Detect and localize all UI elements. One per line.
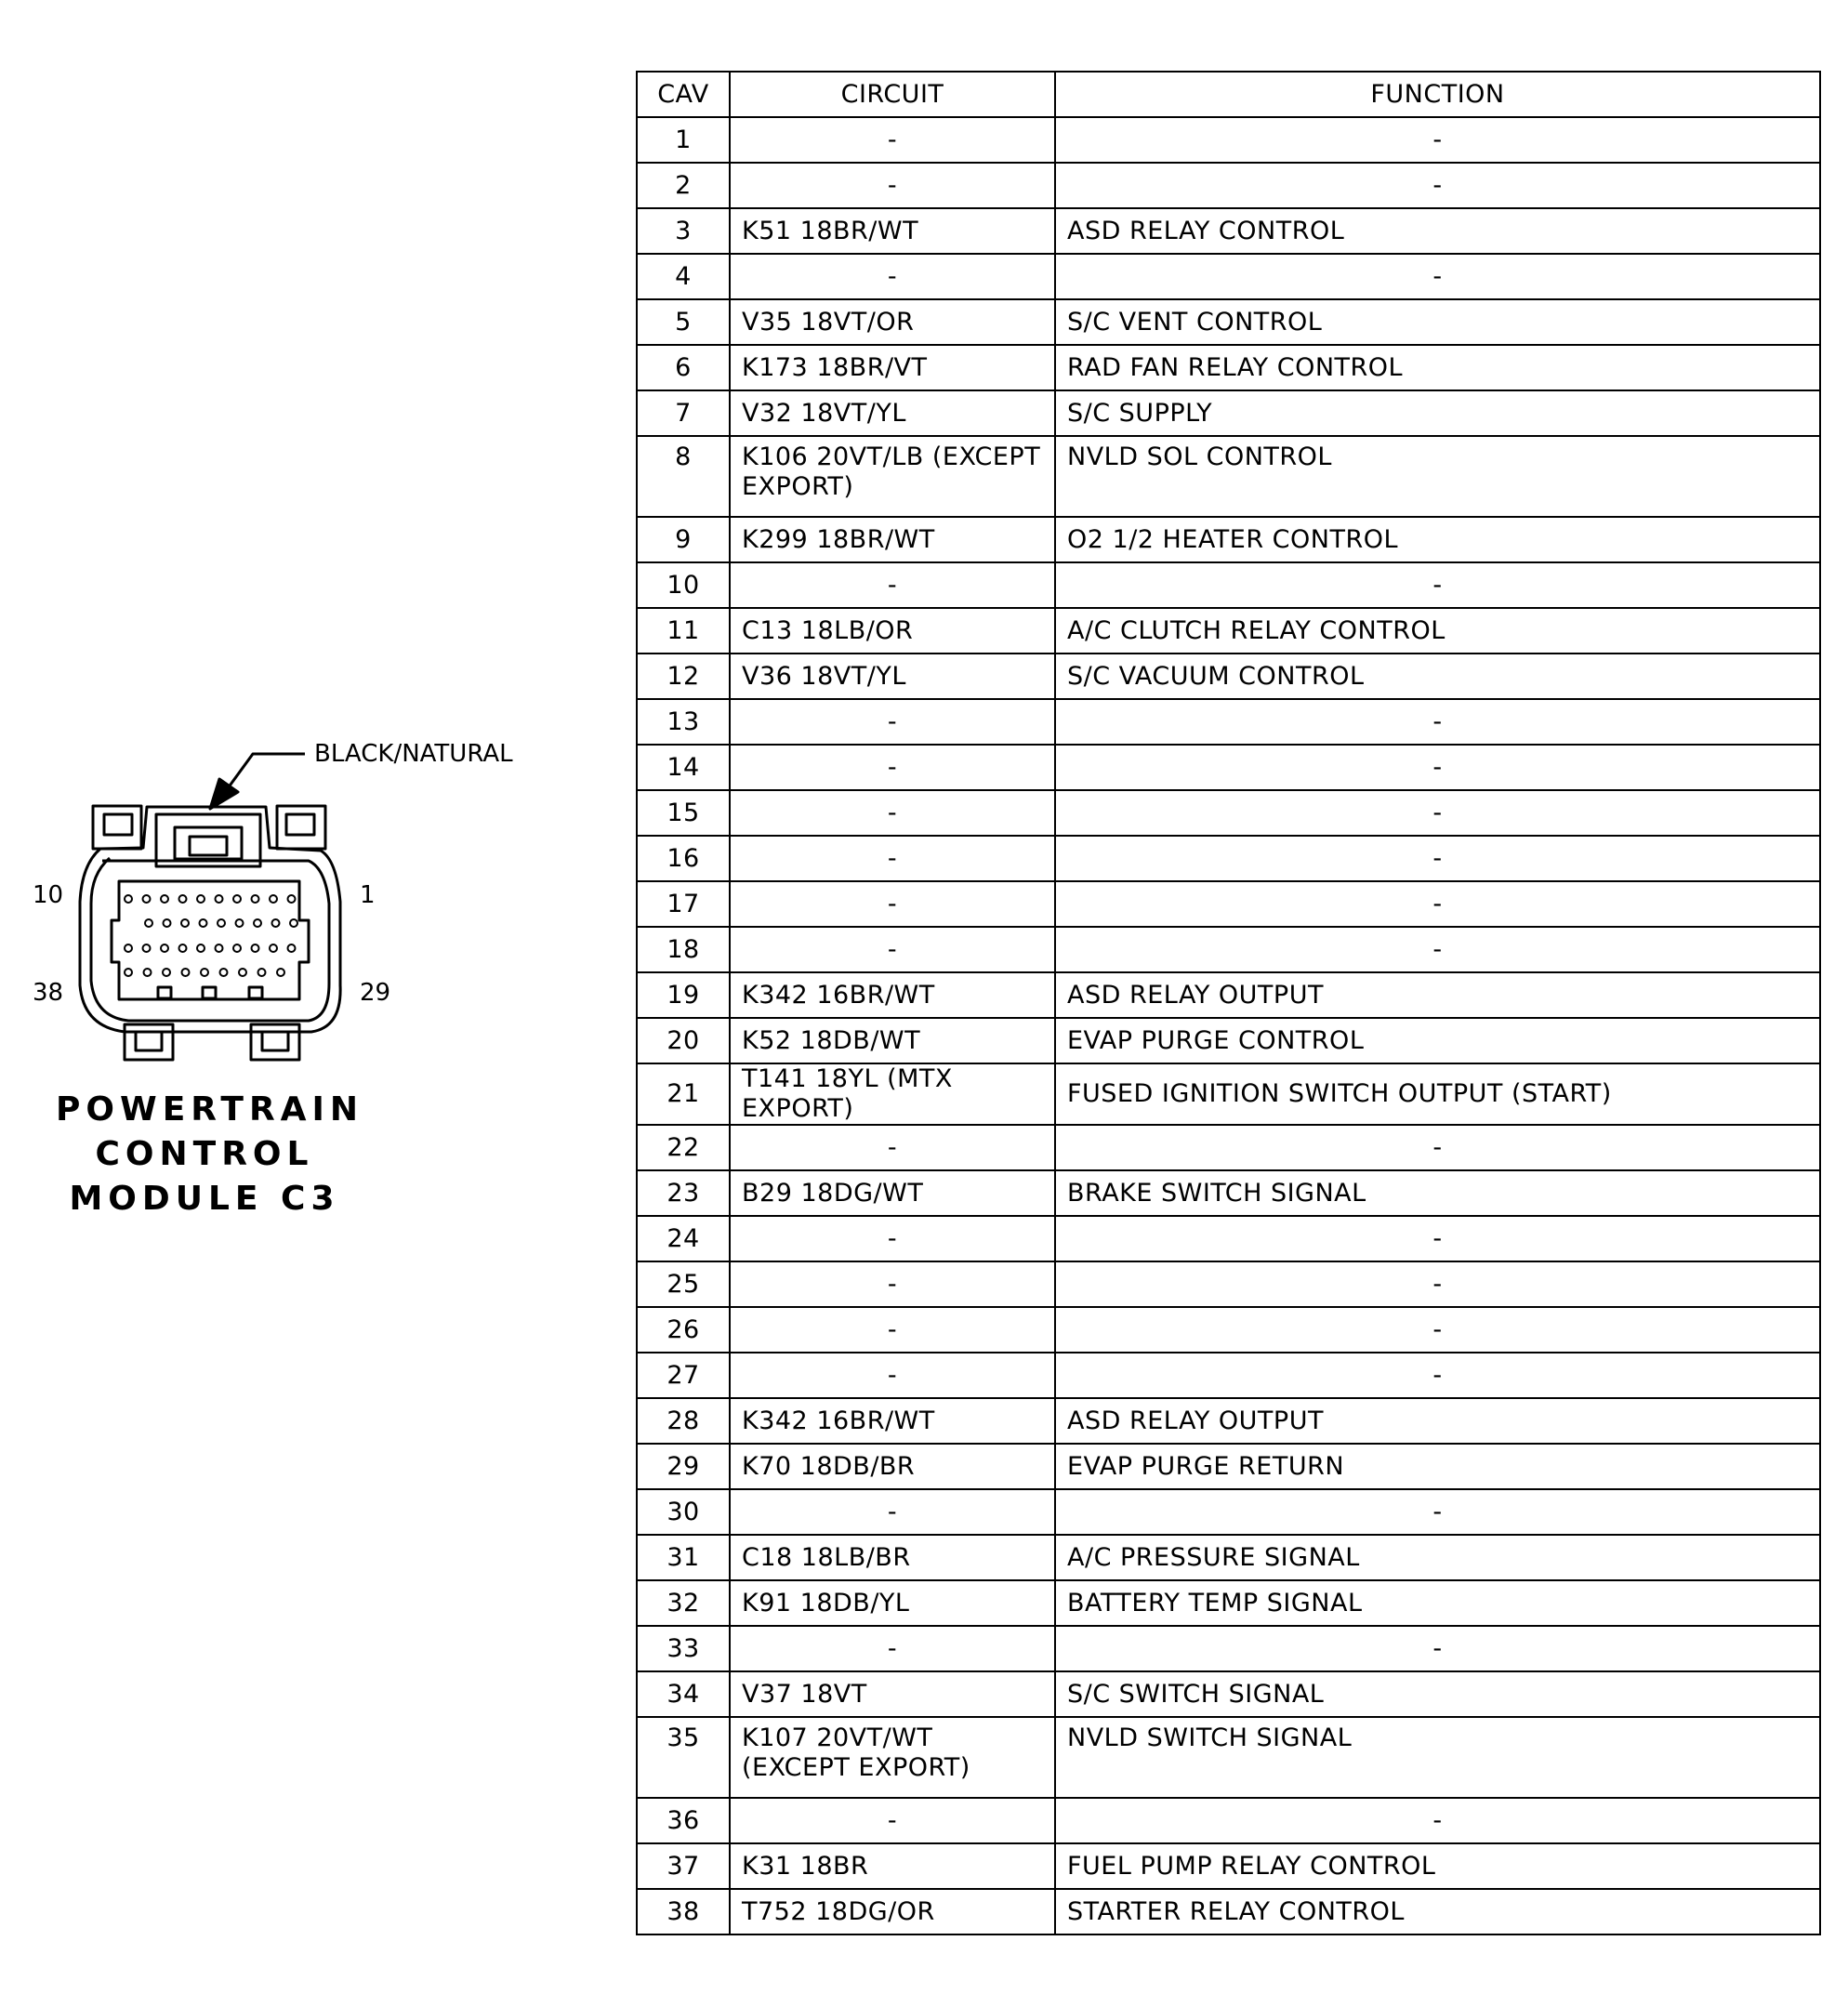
pin-cavities xyxy=(125,895,297,976)
cell-cav: 23 xyxy=(637,1170,730,1216)
cell-circuit: K107 20VT/WT (EXCEPT EXPORT) xyxy=(730,1717,1055,1798)
cell-cav: 29 xyxy=(637,1444,730,1489)
cell-cav: 4 xyxy=(637,254,730,299)
cell-cav: 28 xyxy=(637,1398,730,1444)
cell-function: - xyxy=(1055,699,1820,745)
table-row xyxy=(637,1717,1820,1798)
cell-circuit: - xyxy=(730,927,1055,972)
cell-function: - xyxy=(1055,562,1820,608)
cell-circuit: K173 18BR/VT xyxy=(730,345,1055,390)
bottom-left-foot-inner xyxy=(136,1032,162,1050)
cell-circuit: V32 18VT/YL xyxy=(730,390,1055,436)
pin-cavity xyxy=(239,969,246,976)
pin-cavity xyxy=(216,944,223,952)
cell-cav: 14 xyxy=(637,745,730,790)
cell-function: A/C PRESSURE SIGNAL xyxy=(1055,1535,1820,1580)
module-title-line-2: CONTROL xyxy=(95,1135,314,1173)
cell-cav: 35 xyxy=(637,1717,730,1798)
table-row xyxy=(637,1170,1820,1216)
table-row xyxy=(637,1580,1820,1626)
header-function: FUNCTION xyxy=(1055,72,1820,117)
cell-cav: 7 xyxy=(637,390,730,436)
pin-cavity xyxy=(179,895,187,903)
top-left-tab-inner xyxy=(104,814,132,835)
cell-function: - xyxy=(1055,836,1820,881)
pin-cavity xyxy=(197,944,205,952)
table-row xyxy=(637,208,1820,254)
cell-cav: 16 xyxy=(637,836,730,881)
cell-circuit: K342 16BR/WT xyxy=(730,1398,1055,1444)
cell-circuit: K51 18BR/WT xyxy=(730,208,1055,254)
cell-function: - xyxy=(1055,117,1820,163)
cell-function: ASD RELAY OUTPUT xyxy=(1055,1398,1820,1444)
table-row xyxy=(637,117,1820,163)
pin-label-top-left: 10 xyxy=(33,881,64,909)
key-bump-1 xyxy=(158,987,171,998)
cell-cav: 30 xyxy=(637,1489,730,1535)
pin-cavity xyxy=(233,944,241,952)
top-right-tab xyxy=(277,806,325,849)
pin-cavity xyxy=(125,969,132,976)
cell-function: NVLD SOL CONTROL xyxy=(1055,436,1820,517)
cell-circuit: K31 18BR xyxy=(730,1843,1055,1889)
cell-circuit: C13 18LB/OR xyxy=(730,608,1055,654)
pin-field-outline xyxy=(112,881,309,999)
pin-cavity xyxy=(216,895,223,903)
pin-cavity xyxy=(125,895,132,903)
table-row xyxy=(637,790,1820,836)
cell-cav: 38 xyxy=(637,1889,730,1934)
cell-cav: 11 xyxy=(637,608,730,654)
table-row xyxy=(637,1261,1820,1307)
table-row xyxy=(637,345,1820,390)
cell-circuit: B29 18DG/WT xyxy=(730,1170,1055,1216)
table-row xyxy=(637,390,1820,436)
cell-function: - xyxy=(1055,790,1820,836)
leader-arrow xyxy=(210,779,238,809)
pin-cavity xyxy=(288,895,296,903)
pin-cavity xyxy=(200,919,207,927)
cell-cav: 8 xyxy=(637,436,730,517)
table-row xyxy=(637,517,1820,562)
cell-cav: 17 xyxy=(637,881,730,927)
pin-cavity xyxy=(163,969,170,976)
cell-circuit: K70 18DB/BR xyxy=(730,1444,1055,1489)
cell-function: FUEL PUMP RELAY CONTROL xyxy=(1055,1843,1820,1889)
cell-function: - xyxy=(1055,254,1820,299)
cell-function: - xyxy=(1055,1353,1820,1398)
cell-circuit: - xyxy=(730,1125,1055,1170)
table-row xyxy=(637,1444,1820,1489)
table-row xyxy=(637,1307,1820,1353)
cell-circuit: - xyxy=(730,1261,1055,1307)
module-title-line-3: MODULE C3 xyxy=(69,1180,340,1218)
pin-cavity xyxy=(258,969,266,976)
cell-function: ASD RELAY OUTPUT xyxy=(1055,972,1820,1018)
cell-cav: 2 xyxy=(637,163,730,208)
cell-circuit: T141 18YL (MTX EXPORT) xyxy=(730,1063,1055,1125)
table-row xyxy=(637,836,1820,881)
pin-cavity xyxy=(218,919,225,927)
table-row xyxy=(637,1626,1820,1671)
table-row xyxy=(637,562,1820,608)
cell-circuit: V37 18VT xyxy=(730,1671,1055,1717)
cell-function: S/C VENT CONTROL xyxy=(1055,299,1820,345)
cell-cav: 36 xyxy=(637,1798,730,1843)
cell-circuit: V36 18VT/YL xyxy=(730,654,1055,699)
pin-cavity xyxy=(161,944,168,952)
cell-function: RAD FAN RELAY CONTROL xyxy=(1055,345,1820,390)
table-row xyxy=(637,745,1820,790)
cell-cav: 34 xyxy=(637,1671,730,1717)
cell-function: - xyxy=(1055,881,1820,927)
pin-cavity xyxy=(270,944,277,952)
cell-function: - xyxy=(1055,1489,1820,1535)
cell-cav: 26 xyxy=(637,1307,730,1353)
table-row xyxy=(637,163,1820,208)
cell-cav: 27 xyxy=(637,1353,730,1398)
pin-label-bottom-right: 29 xyxy=(360,979,391,1007)
table-row xyxy=(637,654,1820,699)
table-row xyxy=(637,1798,1820,1843)
cell-function: NVLD SWITCH SIGNAL xyxy=(1055,1717,1820,1798)
cell-circuit: - xyxy=(730,562,1055,608)
cell-cav: 3 xyxy=(637,208,730,254)
cell-function: A/C CLUTCH RELAY CONTROL xyxy=(1055,608,1820,654)
table-row xyxy=(637,436,1820,517)
module-title-line-1: POWERTRAIN xyxy=(56,1090,364,1129)
pin-cavity xyxy=(181,919,189,927)
pin-cavity xyxy=(179,944,187,952)
pin-cavity xyxy=(233,895,241,903)
cell-function: EVAP PURGE CONTROL xyxy=(1055,1018,1820,1063)
cell-circuit: - xyxy=(730,836,1055,881)
module-title xyxy=(56,1088,364,1221)
pin-cavity xyxy=(182,969,190,976)
table-row xyxy=(637,1125,1820,1170)
cell-circuit: K299 18BR/WT xyxy=(730,517,1055,562)
cell-circuit: - xyxy=(730,1798,1055,1843)
table-row xyxy=(637,1353,1820,1398)
cell-circuit: C18 18LB/BR xyxy=(730,1535,1055,1580)
cell-function: BATTERY TEMP SIGNAL xyxy=(1055,1580,1820,1626)
cell-circuit: K342 16BR/WT xyxy=(730,972,1055,1018)
cell-circuit: - xyxy=(730,881,1055,927)
cell-circuit: - xyxy=(730,1307,1055,1353)
table-row xyxy=(637,699,1820,745)
pin-cavity xyxy=(254,919,261,927)
cell-cav: 19 xyxy=(637,972,730,1018)
pin-cavity xyxy=(252,895,259,903)
cell-circuit: - xyxy=(730,117,1055,163)
pin-cavity xyxy=(272,919,280,927)
header-circuit: CIRCUIT xyxy=(730,72,1055,117)
cell-circuit: K91 18DB/YL xyxy=(730,1580,1055,1626)
table-row xyxy=(637,972,1820,1018)
table-row xyxy=(637,299,1820,345)
top-left-tab xyxy=(93,806,141,849)
cell-cav: 15 xyxy=(637,790,730,836)
pinout-table xyxy=(636,71,1821,1935)
cell-function: - xyxy=(1055,1307,1820,1353)
cell-circuit: K52 18DB/WT xyxy=(730,1018,1055,1063)
cell-function: FUSED IGNITION SWITCH OUTPUT (START) xyxy=(1055,1063,1820,1125)
table-row xyxy=(637,1889,1820,1934)
bottom-right-foot-inner xyxy=(262,1032,288,1050)
cell-function: - xyxy=(1055,927,1820,972)
cell-function: O2 1/2 HEATER CONTROL xyxy=(1055,517,1820,562)
cell-circuit: - xyxy=(730,163,1055,208)
bottom-right-foot xyxy=(251,1024,299,1060)
pin-cavity xyxy=(143,944,151,952)
cell-cav: 32 xyxy=(637,1580,730,1626)
cell-circuit: - xyxy=(730,1626,1055,1671)
table-row xyxy=(637,608,1820,654)
cell-cav: 37 xyxy=(637,1843,730,1889)
table-row xyxy=(637,1671,1820,1717)
table-row xyxy=(637,881,1820,927)
key-bump-3 xyxy=(249,987,262,998)
table-row xyxy=(637,254,1820,299)
table-row xyxy=(637,1398,1820,1444)
table-row xyxy=(637,1018,1820,1063)
cell-circuit: - xyxy=(730,1489,1055,1535)
table-row xyxy=(637,1843,1820,1889)
cell-circuit: - xyxy=(730,1353,1055,1398)
cell-cav: 9 xyxy=(637,517,730,562)
pin-cavity xyxy=(145,919,152,927)
header-cav: CAV xyxy=(637,72,730,117)
cell-cav: 1 xyxy=(637,117,730,163)
pinout-table-body xyxy=(637,117,1820,1934)
cell-function: - xyxy=(1055,745,1820,790)
pin-cavity xyxy=(161,895,168,903)
pin-cavity xyxy=(270,895,277,903)
cell-cav: 24 xyxy=(637,1216,730,1261)
cell-cav: 10 xyxy=(637,562,730,608)
pin-cavity xyxy=(290,919,297,927)
cell-cav: 6 xyxy=(637,345,730,390)
pin-cavity xyxy=(164,919,171,927)
cell-function: - xyxy=(1055,1261,1820,1307)
table-row xyxy=(637,927,1820,972)
connector-figure xyxy=(0,0,576,1301)
center-latch-slot xyxy=(190,837,227,855)
cell-circuit: V35 18VT/OR xyxy=(730,299,1055,345)
table-row xyxy=(637,1535,1820,1580)
pin-cavity xyxy=(220,969,228,976)
cell-cav: 22 xyxy=(637,1125,730,1170)
pin-label-bottom-left: 38 xyxy=(33,979,64,1007)
cell-function: ASD RELAY CONTROL xyxy=(1055,208,1820,254)
cell-circuit: - xyxy=(730,699,1055,745)
pin-cavity xyxy=(143,895,151,903)
pin-cavity xyxy=(252,944,259,952)
cell-cav: 18 xyxy=(637,927,730,972)
cell-cav: 5 xyxy=(637,299,730,345)
cell-cav: 31 xyxy=(637,1535,730,1580)
cell-circuit: - xyxy=(730,254,1055,299)
cell-function: S/C SUPPLY xyxy=(1055,390,1820,436)
top-right-tab-inner xyxy=(286,814,314,835)
table-row xyxy=(637,1489,1820,1535)
table-row xyxy=(637,1063,1820,1125)
pin-cavity xyxy=(236,919,244,927)
table-header-row xyxy=(637,72,1820,117)
key-bump-2 xyxy=(203,987,216,998)
cell-function: EVAP PURGE RETURN xyxy=(1055,1444,1820,1489)
cell-cav: 13 xyxy=(637,699,730,745)
cell-circuit: - xyxy=(730,1216,1055,1261)
cell-function: S/C SWITCH SIGNAL xyxy=(1055,1671,1820,1717)
cell-function: - xyxy=(1055,1798,1820,1843)
cell-function: - xyxy=(1055,1626,1820,1671)
leader-line xyxy=(228,754,305,788)
pin-cavity xyxy=(277,969,284,976)
cell-circuit: - xyxy=(730,790,1055,836)
cell-function: - xyxy=(1055,163,1820,208)
cell-circuit: - xyxy=(730,745,1055,790)
pin-cavity xyxy=(288,944,296,952)
cell-cav: 25 xyxy=(637,1261,730,1307)
color-label: BLACK/NATURAL xyxy=(314,740,513,768)
pin-cavity xyxy=(125,944,132,952)
pin-cavity xyxy=(201,969,208,976)
cell-cav: 33 xyxy=(637,1626,730,1671)
cell-function: STARTER RELAY CONTROL xyxy=(1055,1889,1820,1934)
bottom-left-foot xyxy=(125,1024,173,1060)
pin-cavity xyxy=(144,969,152,976)
cell-cav: 12 xyxy=(637,654,730,699)
cell-function: S/C VACUUM CONTROL xyxy=(1055,654,1820,699)
pin-cavity xyxy=(197,895,205,903)
cell-function: - xyxy=(1055,1125,1820,1170)
table-row xyxy=(637,1216,1820,1261)
cell-cav: 21 xyxy=(637,1063,730,1125)
cell-function: BRAKE SWITCH SIGNAL xyxy=(1055,1170,1820,1216)
pin-label-top-right: 1 xyxy=(360,881,376,909)
cell-cav: 20 xyxy=(637,1018,730,1063)
cell-function: - xyxy=(1055,1216,1820,1261)
cell-circuit: K106 20VT/LB (EXCEPT EXPORT) xyxy=(730,436,1055,517)
cell-circuit: T752 18DG/OR xyxy=(730,1889,1055,1934)
